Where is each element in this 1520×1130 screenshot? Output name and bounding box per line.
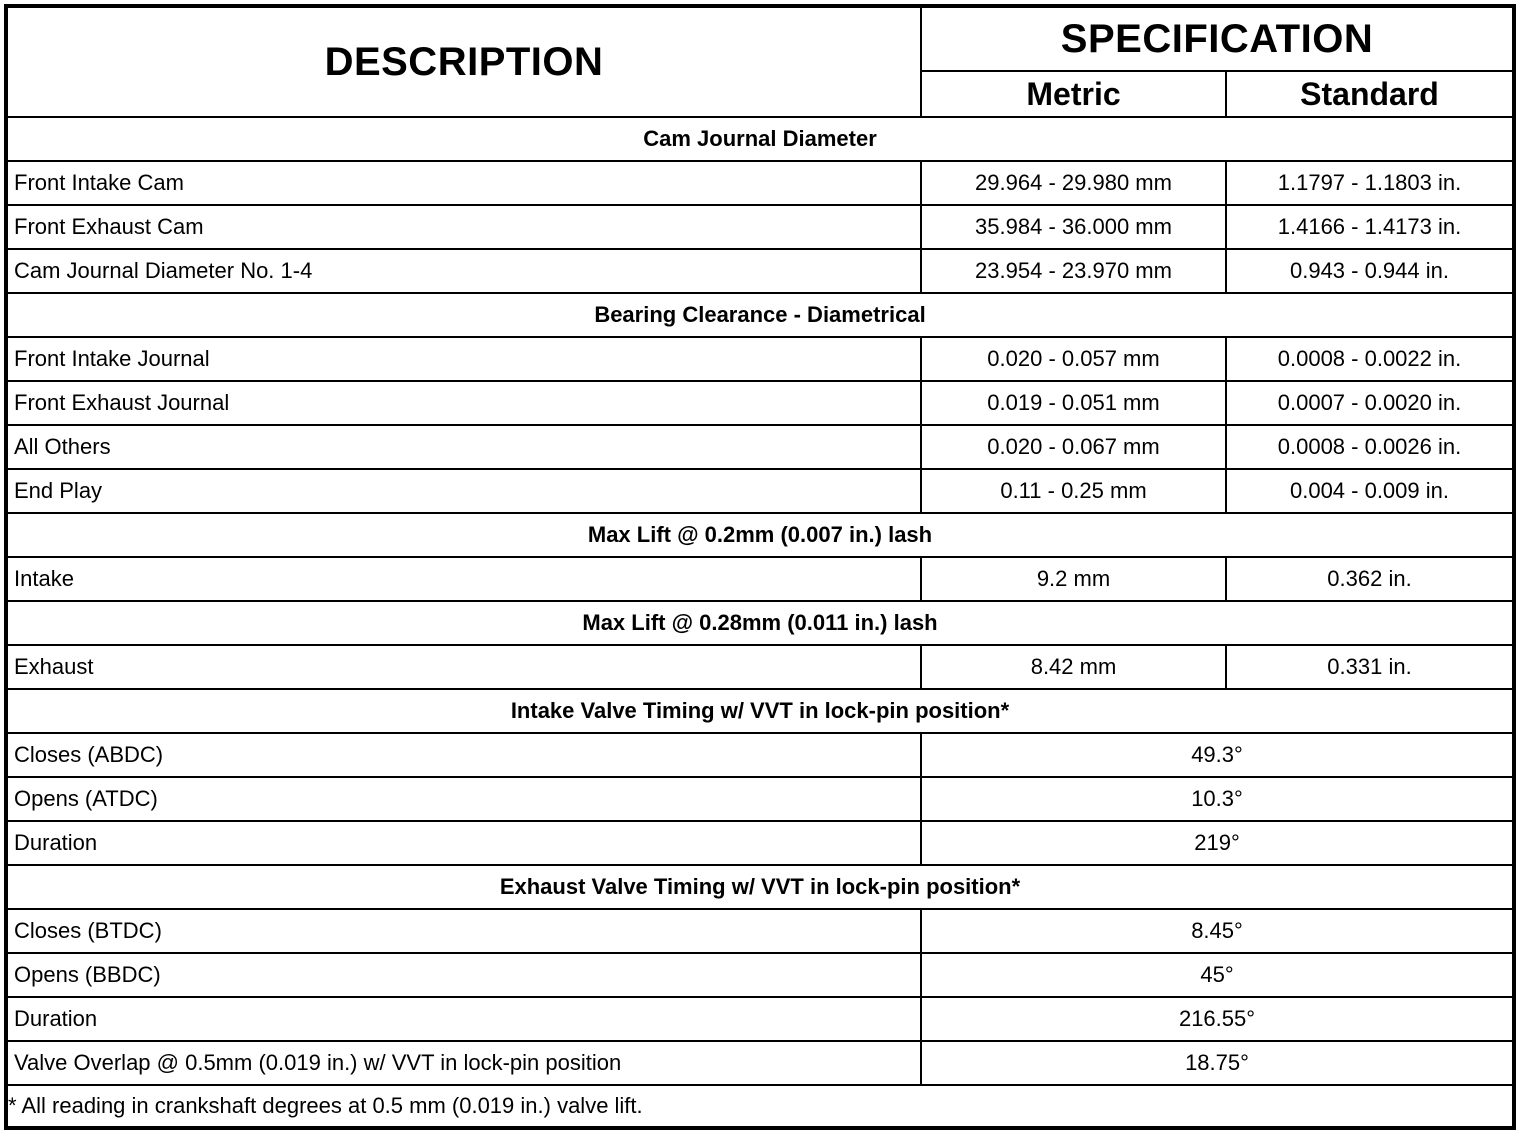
row-value-metric: 0.11 - 0.25 mm [921,469,1226,513]
row-value-metric: 0.019 - 0.051 mm [921,381,1226,425]
table-row [6,425,1514,469]
row-value-standard: 0.0008 - 0.0022 in. [1226,337,1514,381]
header-row-primary [6,6,1514,71]
row-description: Intake [6,557,921,601]
table-row [6,249,1514,293]
header-description: DESCRIPTION [6,6,921,117]
row-description: Closes (ABDC) [6,733,921,777]
row-value-combined: 18.75° [921,1041,1514,1085]
row-value-metric: 23.954 - 23.970 mm [921,249,1226,293]
row-value-combined: 216.55° [921,997,1514,1041]
header-standard: Standard [1226,71,1514,117]
table-row [6,645,1514,689]
row-description: Front Exhaust Journal [6,381,921,425]
row-value-combined: 49.3° [921,733,1514,777]
row-description: Exhaust [6,645,921,689]
row-value-standard: 0.0007 - 0.0020 in. [1226,381,1514,425]
table-row [6,205,1514,249]
row-value-standard: 0.943 - 0.944 in. [1226,249,1514,293]
row-value-metric: 0.020 - 0.057 mm [921,337,1226,381]
row-value-metric: 29.964 - 29.980 mm [921,161,1226,205]
table-row [6,777,1514,821]
row-value-standard: 0.0008 - 0.0026 in. [1226,425,1514,469]
section-title: Bearing Clearance - Diametrical [6,293,1514,337]
table-body [6,117,1514,1128]
table-row [6,821,1514,865]
header-metric: Metric [921,71,1226,117]
row-description: Opens (ATDC) [6,777,921,821]
row-description: Duration [6,997,921,1041]
row-value-metric: 9.2 mm [921,557,1226,601]
header-specification: SPECIFICATION [921,6,1514,71]
row-value-standard: 1.1797 - 1.1803 in. [1226,161,1514,205]
row-value-metric: 35.984 - 36.000 mm [921,205,1226,249]
section-title: Max Lift @ 0.28mm (0.011 in.) lash [6,601,1514,645]
footnote-row [6,1085,1514,1128]
row-description: Front Intake Journal [6,337,921,381]
table-header [6,6,1514,117]
section-title: Cam Journal Diameter [6,117,1514,161]
section-header-row [6,513,1514,557]
row-description: Front Exhaust Cam [6,205,921,249]
table-row [6,1041,1514,1085]
row-value-combined: 10.3° [921,777,1514,821]
row-value-combined: 45° [921,953,1514,997]
section-title: Intake Valve Timing w/ VVT in lock-pin position* [6,689,1514,733]
table-row [6,909,1514,953]
row-description: Closes (BTDC) [6,909,921,953]
row-value-metric: 8.42 mm [921,645,1226,689]
row-value-standard: 0.331 in. [1226,645,1514,689]
row-description: All Others [6,425,921,469]
table-row [6,469,1514,513]
row-value-standard: 1.4166 - 1.4173 in. [1226,205,1514,249]
table-row [6,337,1514,381]
section-header-row [6,293,1514,337]
row-value-combined: 8.45° [921,909,1514,953]
table-row [6,997,1514,1041]
table-row [6,381,1514,425]
footnote-text: * All reading in crankshaft degrees at 0.5 mm (0.019 in.) valve lift. [6,1085,1514,1128]
row-description: Valve Overlap @ 0.5mm (0.019 in.) w/ VVT in lock-pin position [6,1041,921,1085]
row-description: Duration [6,821,921,865]
table-row [6,953,1514,997]
section-title: Exhaust Valve Timing w/ VVT in lock-pin position* [6,865,1514,909]
table-row [6,557,1514,601]
camshaft-specification-table [4,4,1516,1130]
table-row [6,161,1514,205]
section-header-row [6,117,1514,161]
row-value-combined: 219° [921,821,1514,865]
section-header-row [6,689,1514,733]
row-value-standard: 0.362 in. [1226,557,1514,601]
row-description: Opens (BBDC) [6,953,921,997]
section-header-row [6,601,1514,645]
section-title: Max Lift @ 0.2mm (0.007 in.) lash [6,513,1514,557]
row-description: End Play [6,469,921,513]
row-value-standard: 0.004 - 0.009 in. [1226,469,1514,513]
row-value-metric: 0.020 - 0.067 mm [921,425,1226,469]
section-header-row [6,865,1514,909]
row-description: Cam Journal Diameter No. 1-4 [6,249,921,293]
row-description: Front Intake Cam [6,161,921,205]
table-row [6,733,1514,777]
